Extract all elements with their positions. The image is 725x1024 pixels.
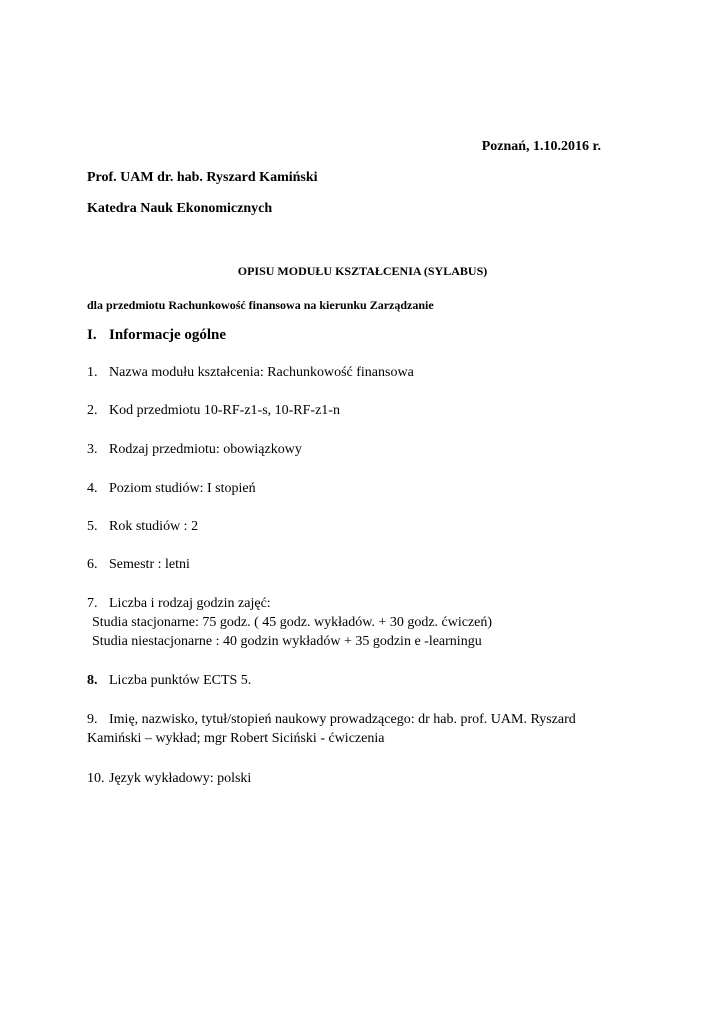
list-item (87, 480, 256, 498)
list-item (87, 770, 251, 788)
list-item (87, 364, 414, 382)
list-item-number: 1. (87, 365, 98, 380)
list-item-text: Liczba i rodzaj godzin zajęć: (109, 596, 271, 611)
list-item-text: Rok studiów : 2 (109, 519, 199, 534)
list-item-number: 4. (87, 481, 98, 496)
list-item-text: Imię, nazwisko, tytuł/stopień naukowy prowadzącego: dr hab. prof. UAM. Ryszard (109, 712, 576, 727)
list-item-number: 9. (87, 712, 98, 727)
document-title: OPISU MODUŁU KSZTAŁCENIA (SYLABUS) (237, 264, 488, 278)
list-item (87, 402, 340, 420)
section-title: Informacje ogólne (109, 327, 227, 343)
author-name: Prof. UAM dr. hab. Ryszard Kamiński (87, 170, 318, 185)
place-date: Poznań, 1.10.2016 r. (481, 139, 601, 154)
document-subtitle: dla przedmiotu Rachunkowość finansowa na kierunku Zarządzanie (87, 298, 434, 312)
list-item-subline: Studia stacjonarne: 75 godz. ( 45 godz. wykładów. + 30 godz. ćwiczeń) (92, 615, 493, 630)
list-item-text: Język wykładowy: polski (109, 771, 252, 786)
list-item-number: 2. (87, 403, 98, 418)
list-item-number: 10. (87, 771, 105, 786)
section-heading (87, 326, 226, 344)
section-number: I. (87, 327, 97, 343)
list-item-continuation: Kamiński – wykład; mgr Robert Siciński - ćwiczenia (87, 731, 385, 746)
list-item-number: 3. (87, 442, 98, 457)
list-item-text: Kod przedmiotu 10-RF-z1-s, 10-RF-z1-n (109, 403, 340, 418)
list-item (87, 672, 251, 690)
list-item-text: Nazwa modułu kształcenia: Rachunkowość finansowa (109, 365, 414, 380)
list-item-number: 7. (87, 596, 98, 611)
list-item-subline: Studia niestacjonarne : 40 godzin wykładów + 35 godzin e -learningu (92, 634, 482, 649)
list-item-text: Poziom studiów: I stopień (109, 481, 256, 496)
department-name: Katedra Nauk Ekonomicznych (87, 201, 273, 216)
list-item (87, 711, 576, 729)
list-item-number: 8. (87, 673, 98, 688)
list-item-number: 5. (87, 519, 98, 534)
list-item-text: Liczba punktów ECTS 5. (109, 673, 252, 688)
list-item-number: 6. (87, 557, 98, 572)
list-item (87, 518, 198, 536)
list-item-text: Semestr : letni (109, 557, 190, 572)
list-item (87, 556, 190, 574)
list-item-text: Rodzaj przedmiotu: obowiązkowy (109, 442, 302, 457)
list-item (87, 441, 302, 459)
list-item (87, 595, 271, 613)
